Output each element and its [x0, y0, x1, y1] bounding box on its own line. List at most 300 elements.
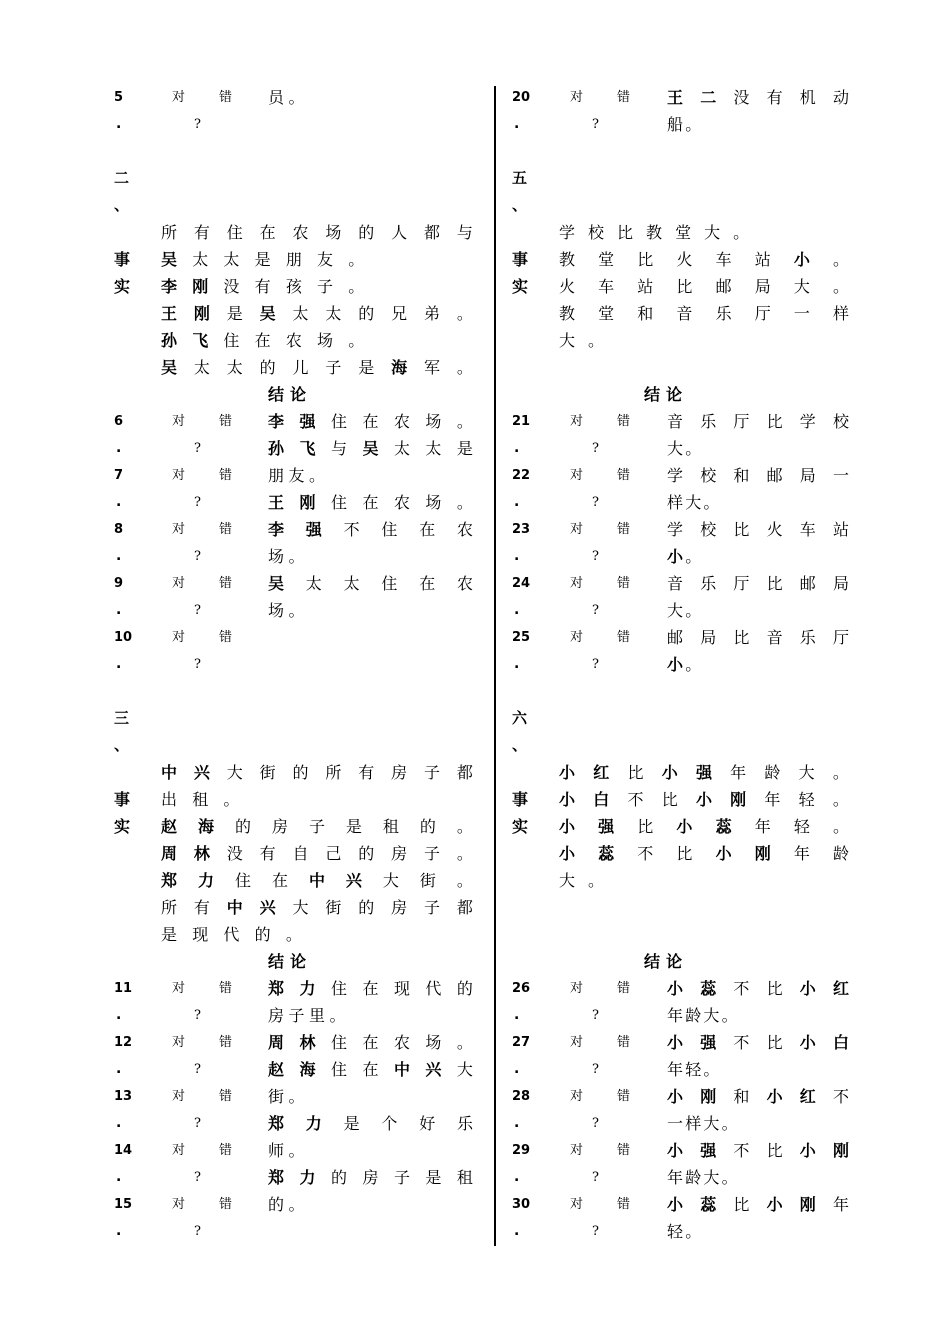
true-option: 对 [172, 414, 186, 429]
text-char: 。 [832, 817, 849, 836]
text-char: 场 [325, 223, 342, 242]
conclusion-item-line-2 [667, 1164, 849, 1191]
text-char: 校 [588, 223, 605, 242]
conclusion-item-line-1 [667, 1083, 849, 1110]
text-char: 小 [676, 817, 693, 836]
text-char: 车 [715, 250, 732, 269]
question-dot: . [116, 1223, 122, 1239]
text-char: 自 [292, 844, 309, 863]
text-char: 比 [627, 763, 644, 782]
text-char: 大 [667, 439, 684, 458]
text-char: 。 [721, 1114, 738, 1133]
text-char: 比 [733, 520, 750, 539]
true-option: 对 [172, 468, 186, 483]
text-char: 轻 [798, 790, 815, 809]
text-char: 有 [358, 763, 375, 782]
text-char: 刚 [193, 304, 210, 323]
text-char: 所 [161, 898, 178, 917]
text-char: 不 [733, 1141, 750, 1160]
text-char: 小 [667, 655, 684, 674]
text-char: 局 [832, 574, 849, 593]
text-char: 住 [381, 574, 398, 593]
text-char: 出 [161, 790, 178, 809]
text-char: 友 [317, 250, 334, 269]
text-char: 农 [393, 412, 410, 431]
text-char: 。 [832, 790, 849, 809]
text-char: 乐 [700, 412, 717, 431]
question-dot: . [116, 1169, 122, 1185]
text-char: 大 [704, 223, 721, 242]
text-char: 大 [382, 871, 399, 890]
text-char: 大 [292, 898, 309, 917]
text-char: 样 [832, 304, 849, 323]
true-option: 对 [172, 630, 186, 645]
text-char: 与 [330, 439, 347, 458]
statement-line-1 [268, 84, 473, 111]
question-mark: ? [194, 1062, 201, 1077]
text-char: 堂 [598, 250, 615, 269]
text-char: 乐 [700, 574, 717, 593]
text-char: 子 [424, 898, 441, 917]
text-char: 教 [559, 304, 576, 323]
text-char: 动 [832, 88, 849, 107]
text-char: 子 [393, 1168, 410, 1187]
text-char: 王 [667, 88, 684, 107]
text-char: 轻 [793, 817, 810, 836]
text-char: 。 [456, 358, 473, 377]
text-char: 乐 [715, 304, 732, 323]
text-char: 年 [667, 1168, 684, 1187]
text-char: 是 [254, 250, 271, 269]
text-char: 车 [598, 277, 615, 296]
text-char: 厅 [754, 304, 771, 323]
true-option: 对 [570, 522, 584, 537]
question-number: 5 [114, 90, 124, 105]
text-char: 在 [271, 871, 288, 890]
question-dot: . [514, 440, 520, 456]
conclusion-item-line-1 [667, 516, 849, 543]
text-char: 的 [456, 979, 473, 998]
false-option: 错 [219, 1197, 233, 1212]
conclusion-heading: 结论 [644, 952, 689, 971]
text-char: 火 [676, 250, 693, 269]
text-char: 住 [223, 331, 240, 350]
question-number: 28 [512, 1089, 531, 1104]
text-char: 。 [832, 277, 849, 296]
text-char: 场 [425, 493, 442, 512]
text-char: 周 [268, 1033, 285, 1052]
text-char: 吴 [259, 304, 276, 323]
text-char: 不 [733, 1033, 750, 1052]
conclusion-item-line-2 [667, 651, 849, 678]
conclusion-item-line-2 [667, 435, 849, 462]
question-mark: ? [592, 441, 599, 456]
fact-label: 实 [512, 277, 529, 296]
text-char: 郑 [268, 979, 285, 998]
fact-line [161, 894, 473, 921]
text-char: 邮 [715, 277, 732, 296]
text-char: 样 [685, 1114, 702, 1133]
text-char: 子 [288, 1006, 305, 1025]
text-char: 大 [226, 763, 243, 782]
true-option: 对 [570, 981, 584, 996]
text-char: 子 [317, 277, 334, 296]
text-char: 比 [766, 1141, 783, 1160]
text-char: 。 [456, 412, 473, 431]
text-char: 农 [285, 331, 302, 350]
conclusion-item-line-1 [268, 408, 473, 435]
text-char: 住 [330, 493, 347, 512]
text-char: 比 [637, 817, 654, 836]
text-char: 大 [703, 1114, 720, 1133]
text-char: 。 [685, 655, 702, 674]
text-char: 学 [667, 466, 684, 485]
text-char: 。 [456, 844, 473, 863]
true-option: 对 [570, 90, 584, 105]
text-char: 。 [223, 790, 240, 809]
text-char: 住 [330, 1060, 347, 1079]
text-char: 。 [456, 493, 473, 512]
text-char: 飞 [299, 439, 316, 458]
section-mark: 、 [512, 196, 528, 214]
false-option: 错 [617, 1089, 631, 1104]
text-char: 太 [305, 574, 322, 593]
text-char: 力 [299, 979, 316, 998]
text-char: 周 [161, 844, 178, 863]
text-char: 年 [667, 1060, 684, 1079]
conclusion-item-line-1 [667, 1191, 849, 1218]
text-char: 音 [667, 574, 684, 593]
text-char: 己 [325, 844, 342, 863]
text-char: 轻 [667, 1222, 684, 1241]
text-char: 在 [419, 574, 436, 593]
text-char: 大 [685, 493, 702, 512]
text-char: 二 [700, 88, 717, 107]
text-char: 力 [305, 1114, 322, 1133]
text-char: 代 [425, 979, 442, 998]
text-char: 孙 [161, 331, 178, 350]
text-char: 李 [268, 412, 285, 431]
question-dot: . [116, 548, 122, 564]
question-dot: . [514, 602, 520, 618]
question-mark: ? [592, 657, 599, 672]
false-option: 错 [219, 630, 233, 645]
question-dot: . [514, 1169, 520, 1185]
fact-line [559, 813, 849, 840]
text-char: 。 [456, 304, 473, 323]
conclusion-item-line-1 [667, 462, 849, 489]
conclusion-item-line-1 [268, 570, 473, 597]
text-char: 刚 [799, 1195, 816, 1214]
text-char: 街 [419, 871, 436, 890]
text-char: 。 [832, 763, 849, 782]
text-char: 李 [161, 277, 178, 296]
conclusion-item-line-2 [268, 1002, 473, 1029]
text-char: 大 [559, 871, 576, 890]
text-char: 房 [391, 844, 408, 863]
text-char: 。 [329, 1006, 346, 1025]
question-dot: . [116, 116, 122, 132]
text-char: 孙 [268, 439, 285, 458]
true-option: 对 [172, 1089, 186, 1104]
text-char: 。 [348, 277, 365, 296]
text-char: 王 [268, 493, 285, 512]
text-char: 学 [799, 412, 816, 431]
question-number: 26 [512, 981, 531, 996]
true-option: 对 [570, 1197, 584, 1212]
true-option: 对 [570, 1143, 584, 1158]
text-char: 在 [254, 331, 271, 350]
conclusion-item-line-2 [667, 1110, 849, 1137]
text-char: 是 [425, 1168, 442, 1187]
fact-line [161, 327, 473, 354]
question-dot: . [116, 494, 122, 510]
text-char: 农 [456, 520, 473, 539]
text-char: 都 [456, 763, 473, 782]
false-option: 错 [219, 414, 233, 429]
text-char: 兴 [345, 871, 362, 890]
true-option: 对 [172, 1035, 186, 1050]
text-char: 力 [197, 871, 214, 890]
text-char: 孩 [285, 277, 302, 296]
text-char: 代 [223, 925, 240, 944]
text-char: 的 [358, 223, 375, 242]
conclusion-item-line-1 [667, 1029, 849, 1056]
question-dot: . [514, 1223, 520, 1239]
text-char: 年 [667, 1006, 684, 1025]
text-char: 大 [703, 1168, 720, 1187]
text-char: 车 [799, 520, 816, 539]
question-mark: ? [194, 1116, 201, 1131]
question-number: 24 [512, 576, 531, 591]
text-char: 的 [330, 1168, 347, 1187]
fact-line [559, 273, 849, 300]
text-char: 比 [766, 574, 783, 593]
text-char: 比 [676, 844, 693, 863]
text-char: 。 [288, 601, 305, 620]
text-char: 有 [259, 844, 276, 863]
text-char: 弟 [424, 304, 441, 323]
text-char: 年 [832, 1195, 849, 1214]
column-divider [494, 86, 496, 1246]
text-char: 红 [799, 1087, 816, 1106]
section-mark: 、 [114, 196, 130, 214]
text-char: 兴 [259, 898, 276, 917]
text-char: 的 [358, 898, 375, 917]
text-char: 在 [362, 1033, 379, 1052]
text-char: 局 [799, 466, 816, 485]
text-char: 邮 [799, 574, 816, 593]
text-char: 。 [832, 250, 849, 269]
conclusion-heading: 结论 [268, 385, 313, 404]
question-mark: ? [194, 657, 201, 672]
text-char: 太 [192, 250, 209, 269]
text-char: 都 [456, 898, 473, 917]
text-char: 在 [362, 979, 379, 998]
question-mark: ? [194, 495, 201, 510]
question-number: 27 [512, 1035, 531, 1050]
text-char: 小 [766, 1195, 783, 1214]
text-char: 房 [362, 1168, 379, 1187]
question-dot: . [514, 1115, 520, 1131]
text-char: 太 [393, 439, 410, 458]
text-char: 强 [305, 520, 322, 539]
text-char: 年 [730, 763, 747, 782]
false-option: 错 [617, 522, 631, 537]
true-option: 对 [570, 468, 584, 483]
text-char: 。 [685, 547, 702, 566]
fact-line [559, 786, 849, 813]
text-char: 中 [393, 1060, 410, 1079]
conclusion-item-line-1 [268, 1083, 473, 1110]
question-dot: . [116, 1115, 122, 1131]
text-char: 的 [419, 817, 436, 836]
fact-line [559, 840, 849, 867]
text-char: 比 [766, 1033, 783, 1052]
text-char: 海 [299, 1060, 316, 1079]
text-char: 是 [161, 925, 178, 944]
text-char: 刚 [832, 1141, 849, 1160]
conclusion-item-line-1 [268, 516, 473, 543]
question-number: 14 [114, 1143, 133, 1158]
false-option: 错 [617, 1035, 631, 1050]
text-char: 友 [288, 466, 305, 485]
text-char: 在 [362, 412, 379, 431]
text-char: 王 [161, 304, 178, 323]
question-number: 22 [512, 468, 531, 483]
text-char: 小 [667, 1141, 684, 1160]
text-char: 和 [733, 1087, 750, 1106]
text-char: 强 [700, 1141, 717, 1160]
text-char: 学 [559, 223, 576, 242]
conclusion-item-line-1 [667, 570, 849, 597]
question-dot: . [514, 116, 520, 132]
conclusion-item-line-2 [667, 1002, 849, 1029]
text-char: 站 [832, 520, 849, 539]
text-char: 没 [223, 277, 240, 296]
section-number: 六 [512, 709, 528, 727]
text-char: 是 [345, 817, 362, 836]
text-char: 住 [226, 223, 243, 242]
text-char: 大 [798, 763, 815, 782]
question-number: 12 [114, 1035, 133, 1050]
text-char: 现 [192, 925, 209, 944]
text-char: 有 [193, 898, 210, 917]
text-char: 龄 [764, 763, 781, 782]
fact-line [161, 759, 473, 786]
text-char: 是 [358, 358, 375, 377]
fact-line [559, 246, 849, 273]
fact-line [161, 921, 473, 948]
fact-line [161, 246, 473, 273]
text-char: 的 [254, 925, 271, 944]
question-number: 10 [114, 630, 133, 645]
conclusion-item-line-2 [268, 1110, 473, 1137]
conclusion-item-line-2 [667, 489, 849, 516]
text-char: 赵 [161, 817, 178, 836]
fact-label: 事 [114, 790, 131, 809]
conclusion-item-line-1 [667, 1137, 849, 1164]
fact-label: 事 [114, 250, 131, 269]
text-char: 局 [754, 277, 771, 296]
question-dot: . [514, 1061, 520, 1077]
true-option: 对 [570, 576, 584, 591]
text-char: 的 [358, 304, 375, 323]
fact-line [161, 354, 473, 381]
text-char: 火 [766, 520, 783, 539]
question-dot: . [514, 1007, 520, 1023]
false-option: 错 [617, 90, 631, 105]
false-option: 错 [219, 468, 233, 483]
text-char: 年 [793, 844, 810, 863]
text-char: 比 [661, 790, 678, 809]
text-char: 校 [832, 412, 849, 431]
question-dot: . [116, 1007, 122, 1023]
text-char: 局 [700, 628, 717, 647]
text-char: 场 [268, 547, 285, 566]
text-char: 火 [559, 277, 576, 296]
conclusion-item-line-2 [268, 543, 473, 570]
text-char: 街 [268, 1087, 285, 1106]
text-char: 。 [456, 871, 473, 890]
text-char: 音 [766, 628, 783, 647]
question-dot: . [514, 548, 520, 564]
text-char: 军 [424, 358, 441, 377]
question-number: 30 [512, 1197, 531, 1212]
text-char: 赵 [268, 1060, 285, 1079]
text-char: 教 [559, 250, 576, 269]
text-char: 住 [330, 979, 347, 998]
text-char: 力 [299, 1168, 316, 1187]
text-char: 小 [766, 1087, 783, 1106]
text-char: 比 [617, 223, 634, 242]
question-number: 9 [114, 576, 124, 591]
text-char: 。 [288, 547, 305, 566]
section-number: 二 [114, 169, 130, 187]
question-number: 21 [512, 414, 531, 429]
text-char: 。 [685, 439, 702, 458]
section-number: 五 [512, 169, 528, 187]
text-char: 。 [285, 925, 302, 944]
text-char: 。 [348, 250, 365, 269]
text-char: 蕊 [700, 979, 717, 998]
true-option: 对 [570, 630, 584, 645]
text-char: 和 [733, 466, 750, 485]
text-char: 太 [425, 439, 442, 458]
text-char: 小 [695, 790, 712, 809]
text-char: 堂 [598, 304, 615, 323]
text-char: 房 [268, 1006, 285, 1025]
false-option: 错 [617, 1197, 631, 1212]
fact-line [161, 273, 473, 300]
question-mark: ? [592, 1224, 599, 1239]
text-char: 是 [456, 439, 473, 458]
text-char: 大 [456, 1060, 473, 1079]
text-char: 船 [667, 115, 684, 134]
text-char: 龄 [832, 844, 849, 863]
conclusion-item-line-1 [268, 975, 473, 1002]
true-option: 对 [570, 1089, 584, 1104]
question-number: 29 [512, 1143, 531, 1158]
text-char: 。 [309, 466, 326, 485]
fact-label: 实 [512, 817, 529, 836]
text-char: 校 [700, 466, 717, 485]
text-char: 校 [700, 520, 717, 539]
text-char: 轻 [685, 1060, 702, 1079]
text-char: 年 [764, 790, 781, 809]
text-char: 音 [667, 412, 684, 431]
text-char: 所 [161, 223, 178, 242]
